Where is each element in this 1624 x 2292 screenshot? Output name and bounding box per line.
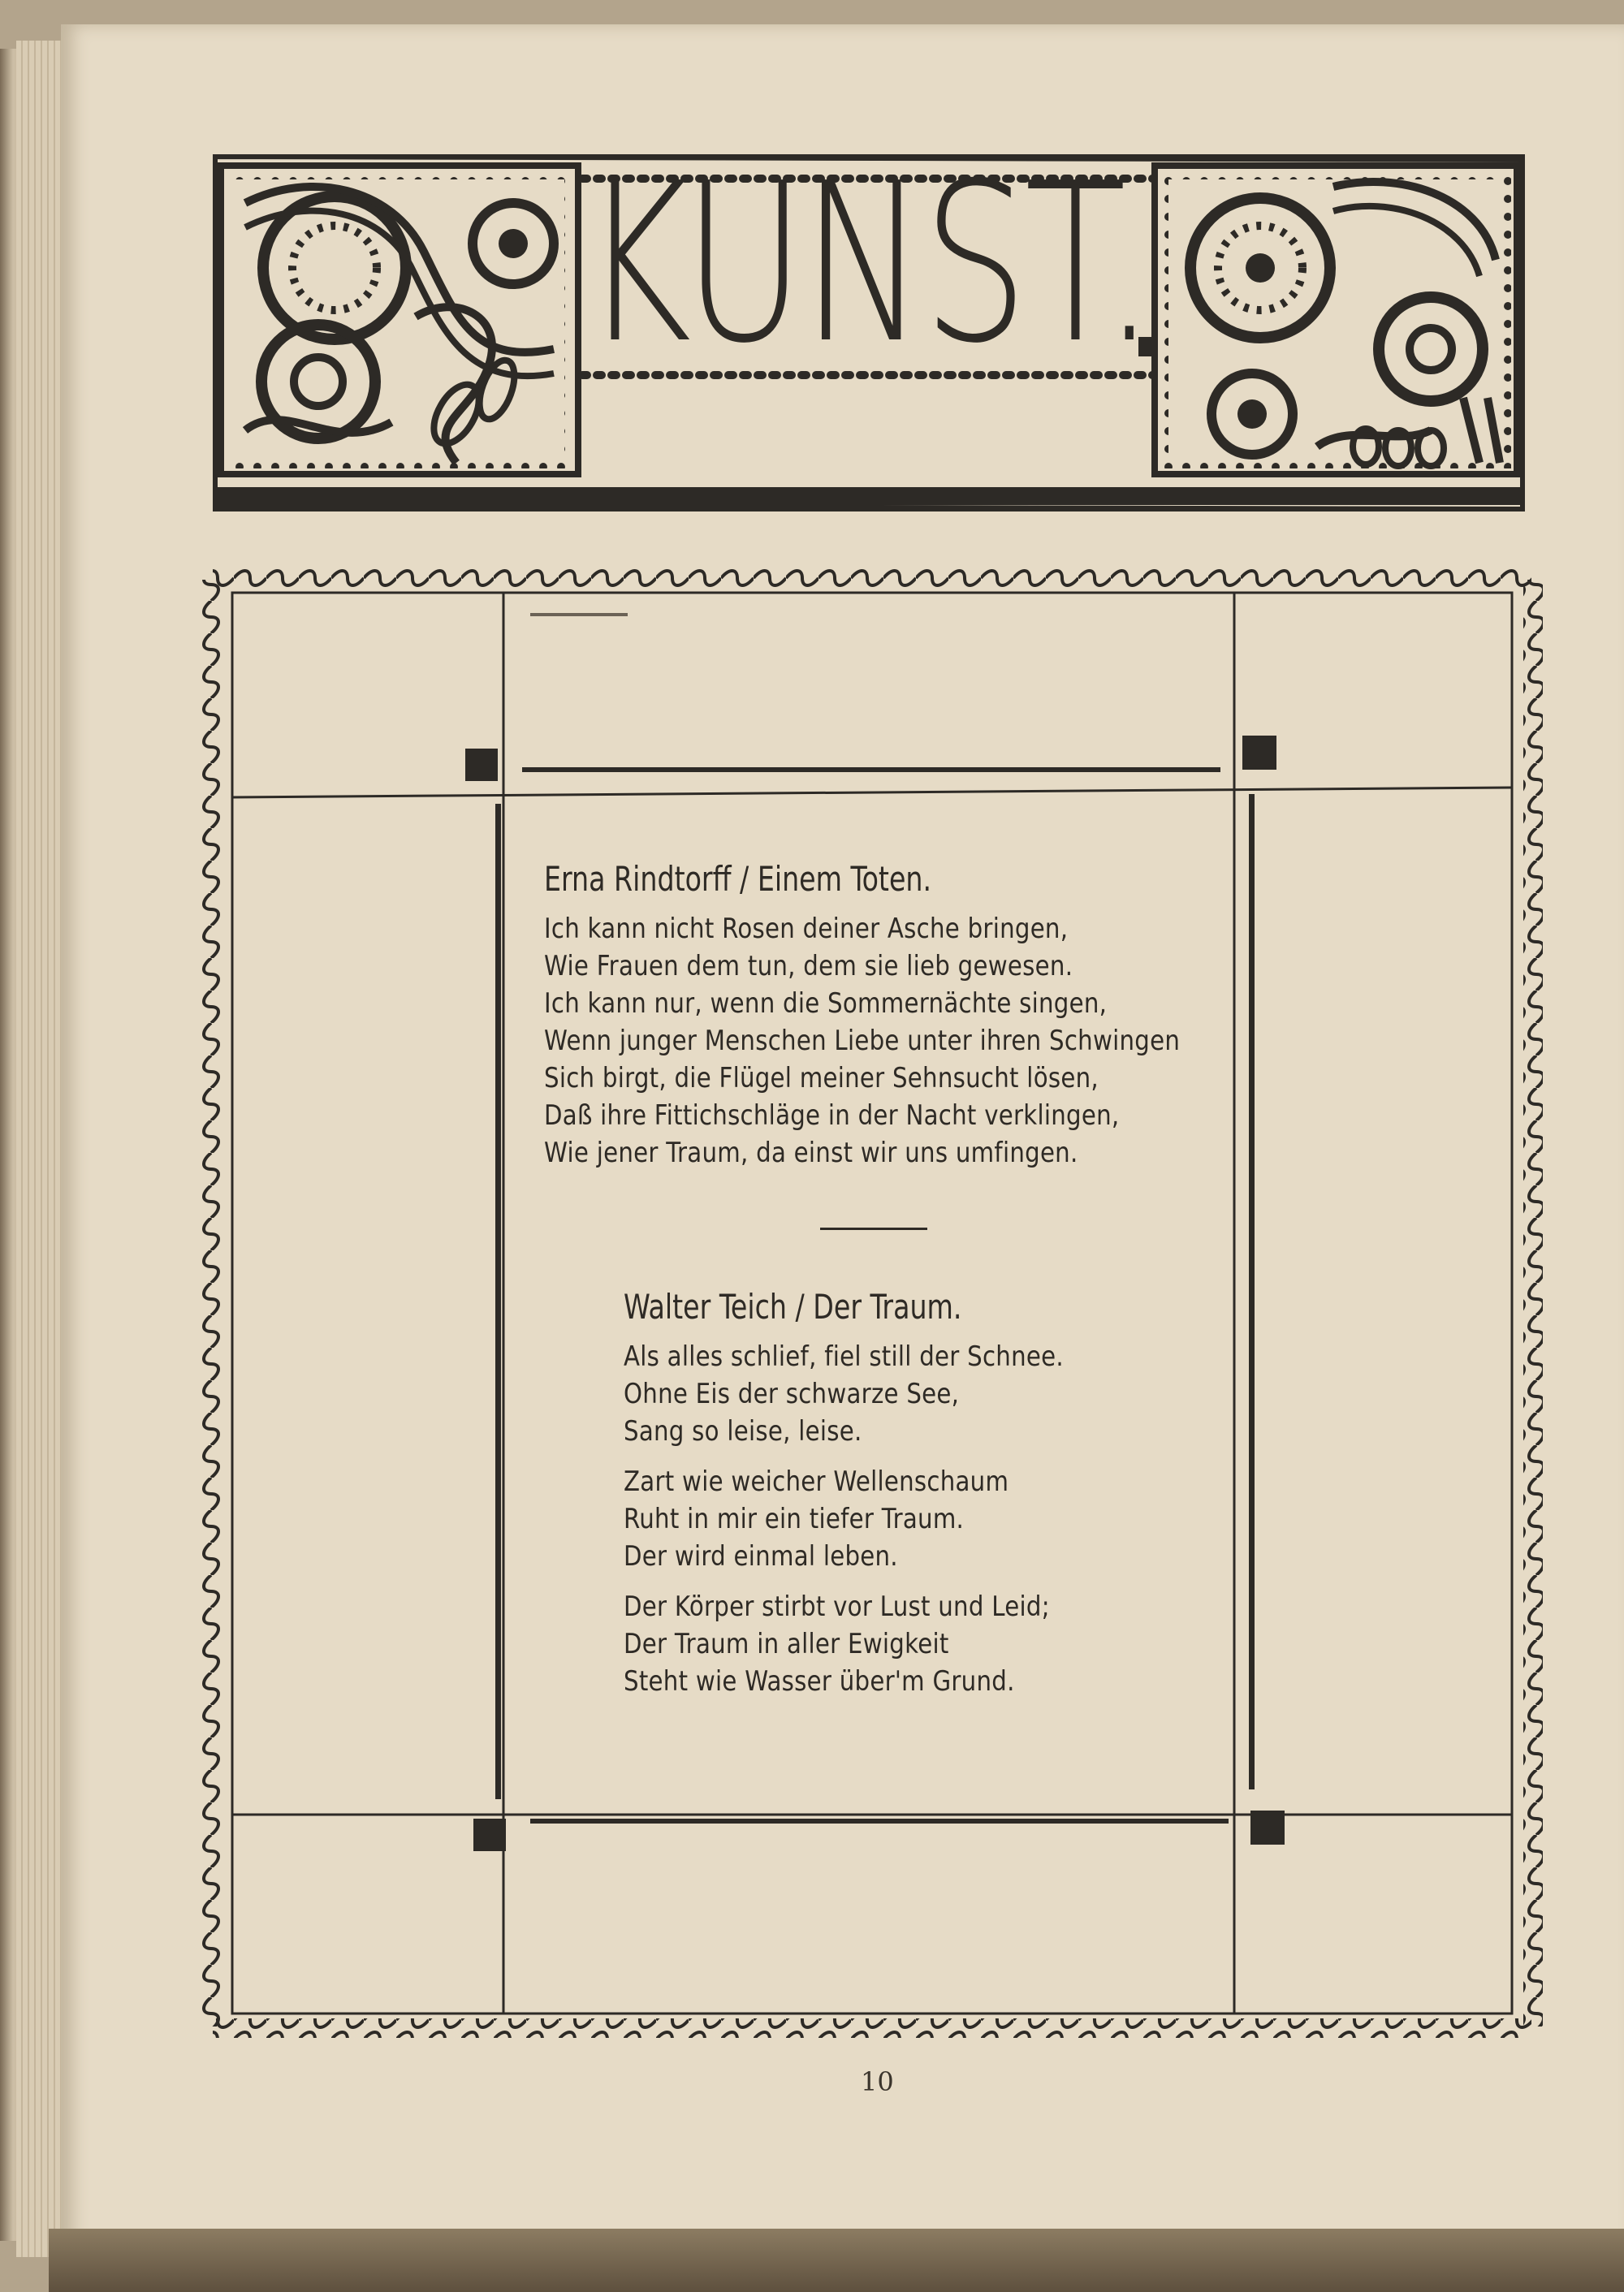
- poem-line: Der wird einmal leben.: [624, 1540, 898, 1573]
- poem-line: Daß ihre Fittichschläge in der Nacht verklingen,: [544, 1099, 1120, 1132]
- poem-line: Als alles schlief, fiel still der Schnee.: [624, 1340, 1064, 1373]
- section-title: KUNST.: [582, 136, 1152, 391]
- poem-line: Ruht in mir ein tiefer Traum.: [624, 1503, 965, 1535]
- poem-line: Der Traum in aller Ewigkeit: [624, 1628, 949, 1660]
- poem-line: Sang so leise, leise.: [624, 1415, 862, 1448]
- poem-line: Ohne Eis der schwarze See,: [624, 1378, 960, 1410]
- poem-title: Walter Teich / Der Traum.: [624, 1287, 962, 1327]
- poem-line: Wie jener Traum, da einst wir uns umfingen.: [544, 1137, 1078, 1169]
- page-number: 10: [861, 2066, 894, 2097]
- page-bottom-shadow: [49, 2229, 1624, 2292]
- poem-line: Ich kann nicht Rosen deiner Asche bringen,: [544, 913, 1069, 945]
- poem-line: Sich birgt, die Flügel meiner Sehnsucht lösen,: [544, 1062, 1099, 1094]
- stanza: [624, 1338, 1135, 1450]
- poem-line: Zart wie weicher Wellenschaum: [624, 1465, 1009, 1498]
- poem-line: Steht wie Wasser über'm Grund.: [624, 1665, 1015, 1698]
- poem-einem-toten: [544, 859, 1284, 1172]
- header-banner: [213, 136, 1525, 511]
- poem-title: Erna Rindtorff / Einem Toten.: [544, 859, 932, 899]
- poem-der-traum: [624, 1287, 1135, 1713]
- poem-line: Wie Frauen dem tun, dem sie lieb gewesen.: [544, 950, 1073, 982]
- poem-line: Ich kann nur, wenn die Sommernächte singen,: [544, 987, 1108, 1020]
- right-floral-ornament: [1155, 166, 1517, 474]
- stanza: [624, 1463, 1135, 1575]
- poem-line: Wenn junger Menschen Liebe unter ihren Schwingen: [544, 1025, 1181, 1057]
- poem-line: Der Körper stirbt vor Lust und Leid;: [624, 1591, 1050, 1623]
- section-divider: [820, 1228, 927, 1230]
- left-floral-ornament: [221, 166, 578, 474]
- stanza: [624, 1588, 1135, 1700]
